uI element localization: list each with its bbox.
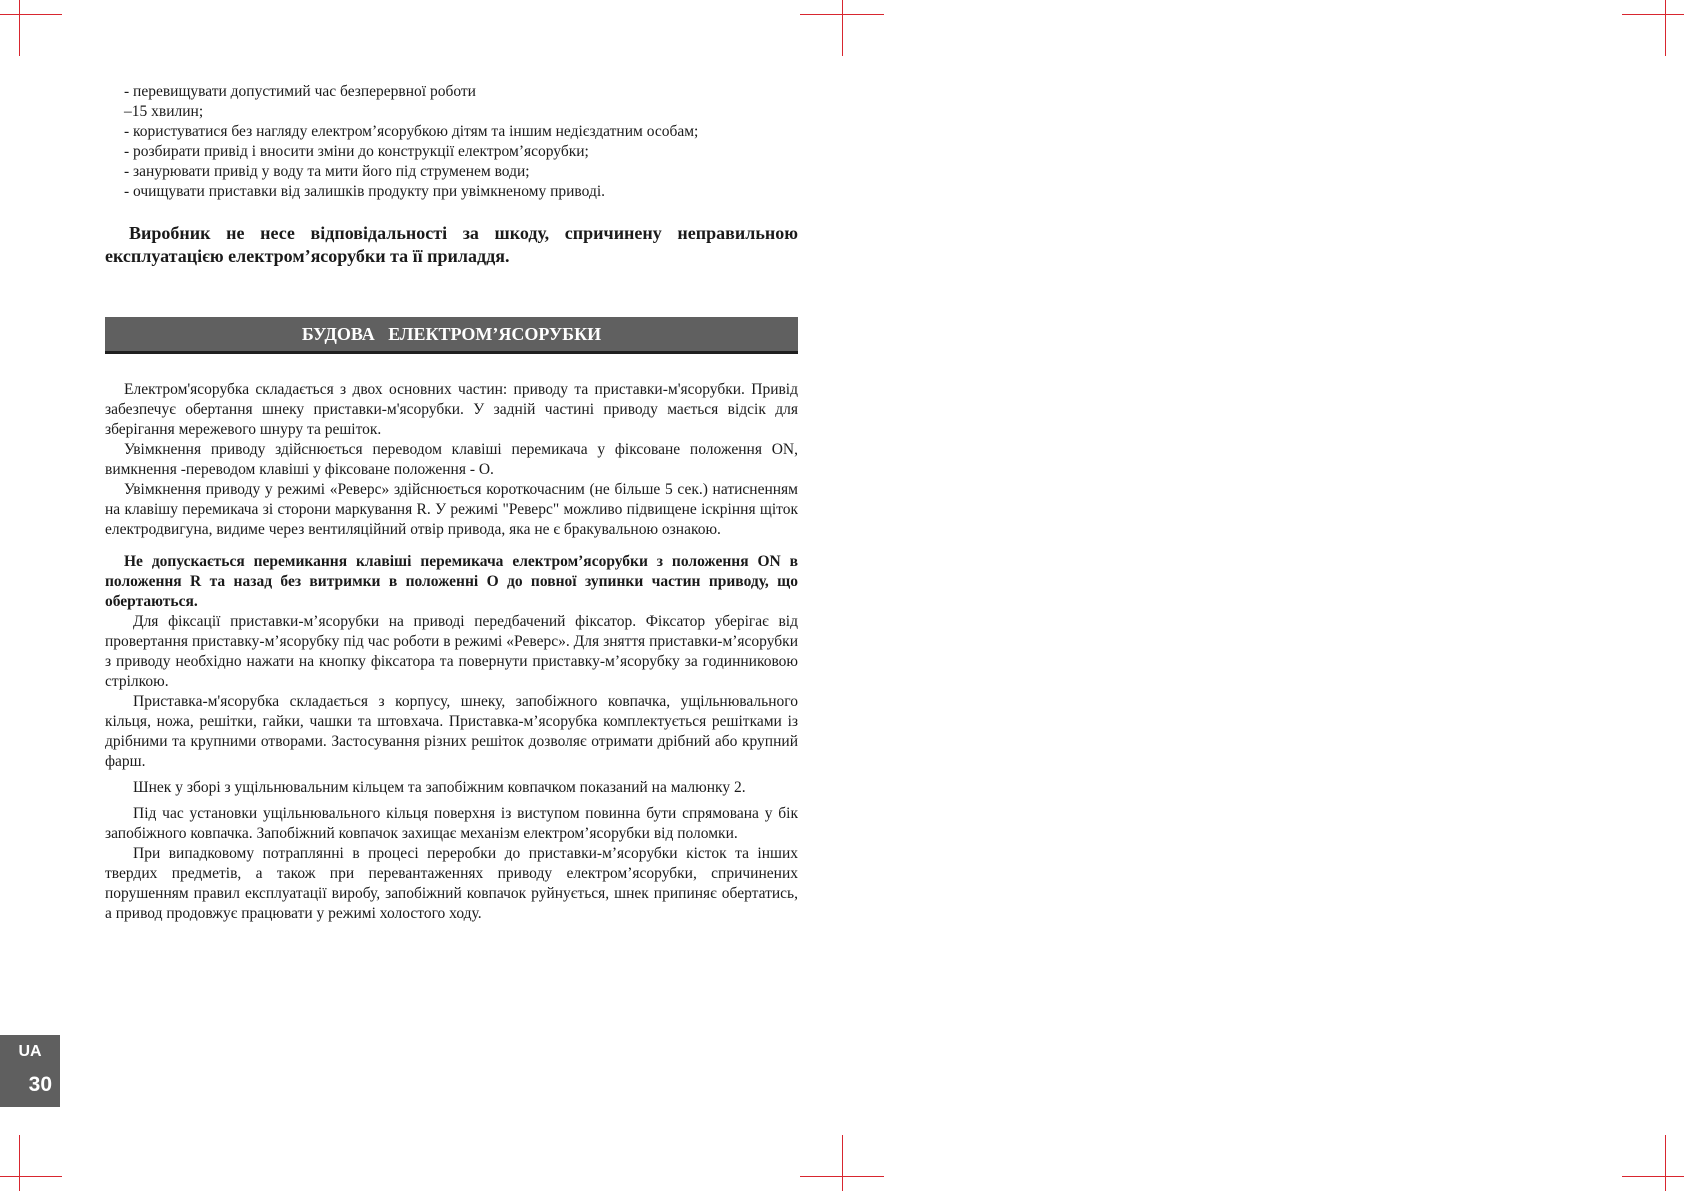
- paragraph: Для фіксації приставки-м’ясорубки на приводі передбачений фіксатор. Фіксатор уберігає від провертання приставку-м’ясорубку під час роботи в режимі «Реверс». Для зняття приставки-м’ясорубки з приводу необхідно нажати на кнопку фіксатора та повернути приставку-м’ясорубку за годинниковою стрілкою.: [105, 613, 798, 690]
- section-title: БУДОВА ЕЛЕКТРОМ’ЯСОРУБКИ: [301, 323, 602, 344]
- list-item: –15 хвилин;: [124, 103, 204, 120]
- paragraph-warning: Не допускається перемикання клавіші перемикача електром’ясорубки з положення ON в положення R та назад без витримки в положенні O до повної зупинки частин приводу, що обертаються.: [105, 553, 798, 610]
- section-body: [105, 380, 798, 924]
- crop-mark-top-right-h: [1622, 14, 1684, 15]
- paragraph: Під час установки ущільнювального кільця поверхня із виступом повинна бути спрямована у бік запобіжного ковпачка. Запобіжний ковпачок захищає механізм електром’ясорубки від поломки.: [105, 805, 798, 842]
- list-item: - перевищувати допустимий час безперервної роботи: [124, 83, 476, 100]
- paragraph: При випадковому потраплянні в процесі переробки до приставки-м’ясорубки кісток та інших твердих предметів, а також при перевантаженнях приводу електром’ясорубки, спричинених порушенням правил експлуатації виробу, запобіжний ковпачок руйнується, шнек припиняє обертатись, а привод продовжує працювати у режимі холостого ходу.: [105, 845, 798, 922]
- page-tab: [0, 1035, 60, 1107]
- list-item: - користуватися без нагляду електром’ясорубкою дітям та іншим недієздатним особам;: [124, 123, 699, 140]
- list-item: - занурювати привід у воду та мити його під струменем води;: [124, 163, 530, 180]
- page-number: 30: [28, 1073, 52, 1096]
- paragraph: Електром'ясорубка складається з двох основних частин: приводу та приставки-м'ясорубки. Привід забезпечує обертання шнеку приставки-м'ясорубки. У задній частині приводу мається відсік для зберігання мережевого шнуру та решіток.: [105, 381, 798, 438]
- crop-mark-bottom-center-v: [842, 1135, 843, 1191]
- crop-mark-top-right-v: [1665, 0, 1666, 56]
- liability-warning: Виробник не несе відповідальності за шкоду, спричинену неправильною експлуатацією електром’ясорубки та її приладдя.: [105, 223, 798, 266]
- crop-mark-top-left-v: [19, 0, 20, 56]
- list-item: - розбирати привід і вносити зміни до конструкції електром’ясорубки;: [124, 143, 589, 160]
- paragraph: Увімкнення приводу у режимі «Реверс» здійснюється короткочасним (не більше 5 сек.) натисненням на клавішу перемикача зі сторони маркування R. У режимі "Реверс" можливо підвищене іскріння щіток електродвигуна, видиме через вентиляційний отвір привода, яка не є бракувальною ознакою.: [105, 481, 798, 538]
- list-item: - очищувати приставки від залишків продукту при увімкненому приводі.: [124, 183, 606, 200]
- language-label: UA: [18, 1043, 42, 1060]
- paragraph: Шнек у зборі з ущільнювальним кільцем та запобіжним ковпачком показаний на малюнку 2.: [133, 779, 746, 796]
- crop-mark-bottom-left-h: [0, 1176, 62, 1177]
- paragraph: Приставка-м'ясорубка складається з корпусу, шнеку, запобіжного ковпачка, ущільнювального кільця, ножа, решітки, гайки, чашки та штовхача. Приставка-м’ясорубка комплектується решітками із дрібними та крупними отворами. Застосування різних решіток дозволяє отримати дрібний або крупний фарш.: [105, 693, 798, 770]
- crop-mark-bottom-left-v: [19, 1135, 20, 1191]
- section-heading-bar: [105, 317, 798, 354]
- paragraph: Увімкнення приводу здійснюється переводом клавіші перемикача у фіксоване положення ON, вимкнення -переводом клавіші у фіксоване положення - O.: [105, 441, 798, 478]
- crop-mark-bottom-right-h: [1622, 1176, 1684, 1177]
- prohibitions-list: [105, 82, 798, 202]
- crop-mark-top-left-h: [0, 14, 62, 15]
- page-content: [105, 82, 798, 924]
- crop-mark-top-center-v: [842, 0, 843, 56]
- crop-mark-bottom-right-v: [1665, 1135, 1666, 1191]
